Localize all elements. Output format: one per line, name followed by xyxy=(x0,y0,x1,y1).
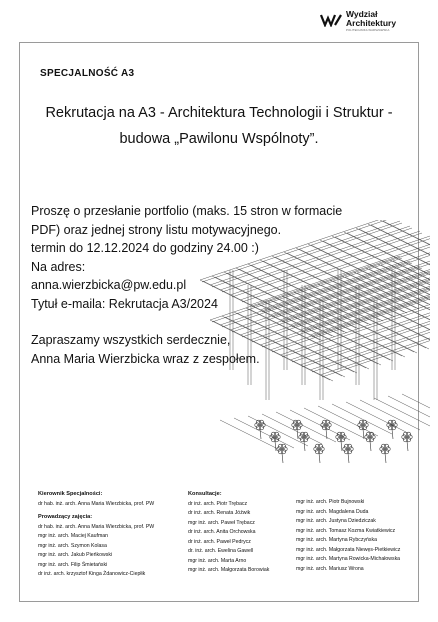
credit-name: dr inż. arch. Paweł Pedrycz xyxy=(188,538,251,545)
konsultacje-heading: Konsultacje: xyxy=(188,491,222,497)
closing-line: Zapraszamy wszystkich serdecznie, xyxy=(31,333,231,347)
faculty-logo xyxy=(320,10,396,32)
credit-name: mgr inż. arch. Mariusz Wrona xyxy=(296,565,364,572)
credit-name: dr inż. arch. Anita Orchowska xyxy=(188,529,256,535)
title-line1: Rekrutacja na A3 - Architektura Technologii i Struktur - xyxy=(45,105,393,121)
poster-title xyxy=(30,100,408,152)
prowadzacy-heading: Prowadzący zajęcia: xyxy=(38,514,93,520)
credit-name: dr hab. inż. arch. Anna Maria Wierzbicka, prof. PW xyxy=(38,500,155,507)
credit-name: mgr inż. arch. Martyna Rybczyńska xyxy=(296,537,378,543)
logo-line2: Architektury xyxy=(346,17,397,28)
kierownik-heading: Kierownik Specjalności: xyxy=(38,491,103,497)
credit-name: mgr inż. arch. Piotr Bujnowski xyxy=(296,499,365,505)
closing-signature: Anna Maria Wierzbicka wraz z zespołem. xyxy=(31,351,260,366)
address-label: Na adres: xyxy=(31,259,86,274)
credit-name: mgr inż. arch. Małgorzata Borowiak xyxy=(188,567,270,573)
credit-name: dr inż. arch. Renata Jóźwik xyxy=(188,510,251,516)
email-link[interactable]: anna.wierzbicka@pw.edu.pl xyxy=(31,278,187,292)
credit-name: dr. inż. arch. Ewelina Gawell xyxy=(188,548,254,554)
logo-line1: Wydział xyxy=(346,9,378,19)
logo-subtitle: POLITECHNIKA WARSZAWSKA xyxy=(346,28,390,32)
credit-name: mgr inż. arch. Justyna Dziedziczak xyxy=(296,518,376,524)
credit-name: mgr inż. arch. Tomasz Kozma Kwiatkiewicz xyxy=(296,527,396,534)
body-line: Proszę o przesłanie portfolio (maks. 15 stron w formacie xyxy=(31,204,343,218)
body-line: PDF) oraz jednej strony listu motywacyjnego. xyxy=(31,222,282,237)
credit-name: dr inż. arch. Piotr Trębacz xyxy=(188,500,248,507)
specialty-heading: SPECJALNOŚĆ A3 xyxy=(40,68,135,79)
credit-name: dr inż. arch. krzysztof Kinga Żdanowicz-Ciepłik xyxy=(38,571,146,577)
credit-name: mgr inż. arch. Filip Śmietański xyxy=(38,561,108,568)
title-line2: budowa „Pawilonu Wspólnoty”. xyxy=(119,131,319,147)
credit-name: dr hab. inż. arch. Anna Maria Wierzbicka, prof. PW xyxy=(38,523,155,530)
credit-name: mgr inż. arch. Maciej Kaufman xyxy=(38,533,109,539)
credit-name: mgr inż. arch. Paweł Trębacz xyxy=(188,519,255,526)
deadline-line: termin do 12.12.2024 do godziny 24.00 :) xyxy=(31,241,259,255)
credit-name: mgr inż. arch. Szymon Kolasa xyxy=(38,542,107,549)
credit-name: mgr inż. arch. Jakub Pieńkowski xyxy=(38,552,113,558)
credit-name: mgr inż. arch. Magdalena Duda xyxy=(296,508,369,515)
credit-name: mgr inż. arch. Martyna Rowicka-Michałowska xyxy=(296,556,401,562)
credit-name: mgr inż. arch. Małgorzata Niewęs-Pietkiewicz xyxy=(296,546,401,553)
body-text xyxy=(31,202,343,368)
email-subject: Tytuł e-maila: Rekrutacja A3/2024 xyxy=(31,296,218,311)
faculty-logo-icon xyxy=(320,13,342,27)
credit-name: mgr inż. arch. Marta Arno xyxy=(188,557,247,564)
